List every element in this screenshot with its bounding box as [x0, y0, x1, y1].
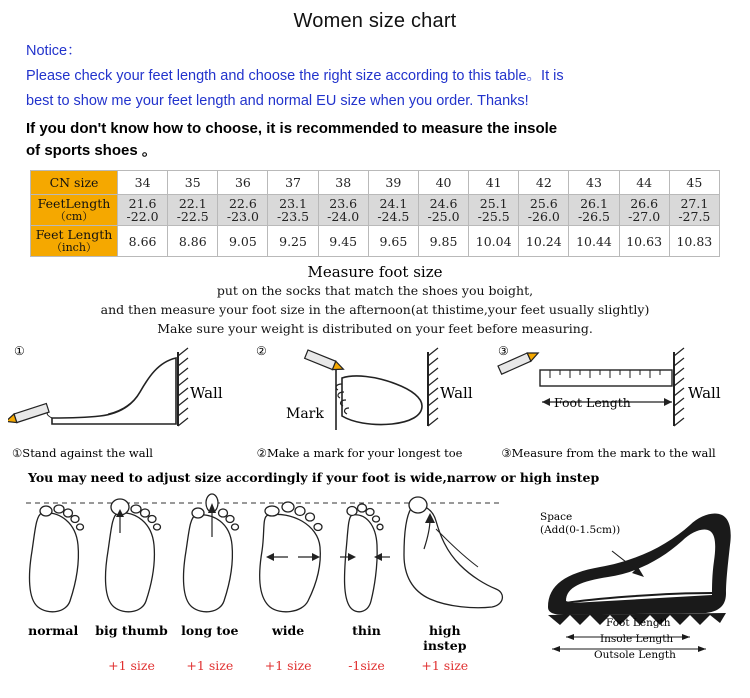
cell-cm-45: 27.1 -27.5 — [669, 195, 719, 226]
cell-cm-41: 25.1 -25.5 — [469, 195, 519, 226]
cell-inch-45: 10.83 — [669, 226, 719, 257]
cell-inch-44: 10.63 — [619, 226, 669, 257]
cell-cn-42: 42 — [519, 171, 569, 195]
bold-note — [0, 114, 750, 162]
step-1-number: ① — [14, 344, 25, 358]
foot-label-big-thumb: big thumb — [95, 623, 168, 638]
cell-cn-38: 38 — [318, 171, 368, 195]
foot-normal — [30, 505, 84, 612]
cell-inch-39: 9.65 — [368, 226, 418, 257]
notice-block — [0, 33, 750, 114]
notice-label: Notice： — [26, 43, 82, 59]
cell-cn-35: 35 — [168, 171, 218, 195]
cell-inch-36: 9.05 — [218, 226, 268, 257]
foot-big-thumb — [106, 499, 161, 612]
cell-cm-44: 26.6 -27.0 — [619, 195, 669, 226]
table-row-feetlength-cm — [31, 195, 720, 226]
cell-inch-34: 8.66 — [118, 226, 168, 257]
feet-area — [0, 489, 750, 679]
cell-cm-39: 24.1 -24.5 — [368, 195, 418, 226]
cell-cm-35: 22.1 -22.5 — [168, 195, 218, 226]
foot-size-wide: +1 size — [264, 658, 312, 673]
foot-label-wide: wide — [272, 623, 305, 638]
row-header-feetlength-inch — [31, 226, 118, 257]
cell-cm-42: 25.6 -26.0 — [519, 195, 569, 226]
foot-size-high-instep: +1 size — [421, 658, 469, 673]
cell-inch-41: 10.04 — [469, 226, 519, 257]
row-header-cn-size — [31, 171, 118, 195]
row-header-feetlength-inch-label: Feet Length — [35, 227, 113, 242]
foot-label-long-toe: long toe — [181, 623, 239, 638]
bold-note-line-2: of sports shoes 。 — [26, 142, 157, 159]
step-3-wall-label: Wall — [688, 384, 721, 402]
cell-cn-41: 41 — [469, 171, 519, 195]
measure-title: Measure foot size — [307, 263, 443, 281]
step-2-mark-label: Mark — [286, 406, 324, 422]
foot-size-long-toe: +1 size — [186, 658, 234, 673]
step-2-wall-label: Wall — [440, 384, 473, 402]
row-header-cn-size-label: CN size — [49, 174, 99, 190]
measure-line-3: Make sure your weight is distributed on your feet before measuring. — [157, 321, 593, 336]
notice-line-2: best to show me your feet length and normal EU size when you order. Thanks! — [26, 93, 529, 109]
foot-high-instep — [404, 497, 502, 608]
cell-cm-36: 22.6 -23.0 — [218, 195, 268, 226]
measure-line-1: put on the socks that match the shoes you boight, — [216, 283, 534, 298]
step-3-caption: ③Measure from the mark to the wall — [501, 446, 716, 460]
step-captions — [0, 446, 750, 460]
step-2 — [250, 344, 492, 444]
bold-note-line-1: If you don't know how to choose, it is recommended to measure the insole — [26, 120, 558, 137]
step-3 — [492, 344, 742, 444]
cell-cn-34: 34 — [118, 171, 168, 195]
feet-sizes-row — [14, 658, 484, 673]
foot-size-normal — [14, 658, 92, 673]
row-header-feetlength-inch-unit: （inch） — [51, 241, 97, 254]
table-row-feetlength-inch — [31, 226, 720, 257]
cell-cm-40: 24.6 -25.0 — [418, 195, 468, 226]
cell-inch-43: 10.44 — [569, 226, 619, 257]
shoe-space-sub: (Add(0-1.5cm)) — [540, 524, 621, 536]
row-header-feetlength-cm-unit: （cm） — [54, 210, 94, 223]
foot-label-normal: normal — [28, 623, 79, 638]
notice-line-1: Please check your feet length and choose the right size according to this table。It is — [26, 68, 564, 84]
cell-inch-35: 8.86 — [168, 226, 218, 257]
cell-cn-43: 43 — [569, 171, 619, 195]
feet-labels-row — [14, 623, 484, 653]
shoe-insole-length-label: Insole Length — [600, 633, 674, 645]
step-2-number: ② — [256, 344, 267, 358]
step-1 — [8, 344, 250, 444]
size-table — [30, 170, 720, 257]
step-2-caption: ②Make a mark for your longest toe — [256, 446, 463, 460]
row-header-feetlength-cm-label: FeetLength — [37, 196, 111, 211]
shoe-space-label: Space — [540, 511, 573, 523]
cell-cm-34: 21.6 -22.0 — [118, 195, 168, 226]
cell-inch-40: 9.85 — [418, 226, 468, 257]
cell-inch-37: 9.25 — [268, 226, 318, 257]
step-3-foot-length-label: Foot Length — [554, 395, 631, 410]
foot-size-thin: -1size — [348, 658, 385, 673]
foot-label-high-instep: high instep — [423, 623, 467, 653]
steps-row — [0, 344, 750, 444]
shoe-foot-length-label: Foot Length — [606, 617, 671, 629]
step-1-wall-label: Wall — [190, 384, 223, 402]
measure-line-2: and then measure your foot size in the afternoon(at thistime,your feet usually slightly) — [100, 302, 650, 317]
adjust-note: You may need to adjust size accordingly if your foot is wide,narrow or high instep — [28, 470, 600, 485]
cell-cm-38: 23.6 -24.0 — [318, 195, 368, 226]
step-3-number: ③ — [498, 344, 509, 358]
foot-label-thin: thin — [352, 623, 381, 638]
page-title: Women size chart — [293, 10, 457, 32]
cell-cn-39: 39 — [368, 171, 418, 195]
cell-cn-40: 40 — [418, 171, 468, 195]
foot-size-big-thumb: +1 size — [108, 658, 155, 673]
cell-cm-37: 23.1 -23.5 — [268, 195, 318, 226]
cell-cm-43: 26.1 -26.5 — [569, 195, 619, 226]
cell-cn-45: 45 — [669, 171, 719, 195]
cell-inch-38: 9.45 — [318, 226, 368, 257]
shoe-space-label-group — [540, 511, 670, 537]
step-1-caption: ①Stand against the wall — [12, 446, 153, 460]
cell-cn-36: 36 — [218, 171, 268, 195]
table-row-cn-size — [31, 171, 720, 195]
row-header-feetlength-cm — [31, 195, 118, 226]
size-table-wrap — [0, 162, 750, 257]
cell-cn-44: 44 — [619, 171, 669, 195]
shoe-outsole-length-label: Outsole Length — [594, 649, 676, 661]
cell-inch-42: 10.24 — [519, 226, 569, 257]
cell-cn-37: 37 — [268, 171, 318, 195]
